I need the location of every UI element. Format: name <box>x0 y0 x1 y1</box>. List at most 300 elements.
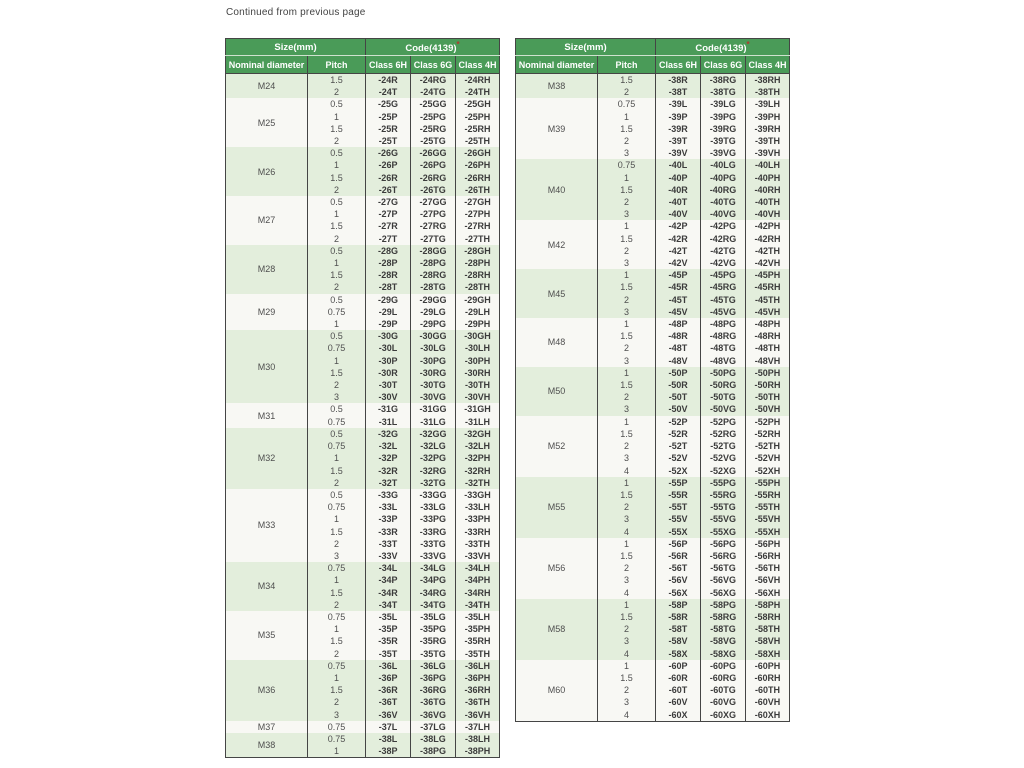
code-4h-cell: -32RH <box>456 465 500 477</box>
code-6h-cell: -56T <box>656 562 701 574</box>
code-4h-cell: -32LH <box>456 440 500 452</box>
code-4h-cell: -60VH <box>746 696 790 708</box>
code-6g-cell: -40PG <box>701 172 746 184</box>
code-4h-cell: -34PH <box>456 574 500 586</box>
code-6h-cell: -30R <box>366 367 411 379</box>
pitch-cell: 1.5 <box>308 269 366 281</box>
code-4h-cell: -33RH <box>456 526 500 538</box>
pitch-cell: 1 <box>308 111 366 123</box>
code-6g-cell: -32RG <box>411 465 456 477</box>
code-4h-cell: -31GH <box>456 403 500 415</box>
code-4h-cell: -39TH <box>746 135 790 147</box>
code-6g-cell: -36RG <box>411 684 456 696</box>
code-4h-cell: -28GH <box>456 245 500 257</box>
pitch-cell: 0.75 <box>308 611 366 623</box>
pitch-cell: 1 <box>598 220 656 232</box>
code-header: Code(4139)* <box>366 39 500 56</box>
code-6h-cell: -25R <box>366 123 411 135</box>
code-4h-cell: -56RH <box>746 550 790 562</box>
code-4h-cell: -55XH <box>746 526 790 538</box>
tables-container <box>225 38 790 758</box>
table-row <box>516 660 790 672</box>
code-4h-cell: -35LH <box>456 611 500 623</box>
code-6h-cell: -58P <box>656 599 701 611</box>
pitch-cell: 0.75 <box>598 98 656 110</box>
pitch-cell: 1.5 <box>598 123 656 135</box>
code-6g-cell: -30GG <box>411 330 456 342</box>
code-6g-cell: -32LG <box>411 440 456 452</box>
code-6h-cell: -30V <box>366 391 411 403</box>
header-group-row <box>516 39 790 56</box>
pitch-cell: 3 <box>598 208 656 220</box>
pitch-cell: 1 <box>598 318 656 330</box>
pitch-cell: 2 <box>598 501 656 513</box>
code-6g-cell: -60PG <box>701 660 746 672</box>
code-6h-cell: -32L <box>366 440 411 452</box>
code-4h-cell: -60PH <box>746 660 790 672</box>
code-6h-cell: -40V <box>656 208 701 220</box>
code-6h-cell: -26G <box>366 147 411 159</box>
code-6h-cell: -27R <box>366 220 411 232</box>
diameter-cell: M35 <box>226 611 308 660</box>
code-6h-cell: -56X <box>656 587 701 599</box>
code-4h-cell: -42PH <box>746 220 790 232</box>
code-6g-cell: -45TG <box>701 294 746 306</box>
code-6h-cell: -58R <box>656 611 701 623</box>
pitch-cell: 0.75 <box>308 562 366 574</box>
diameter-cell: M42 <box>516 220 598 269</box>
code-6g-cell: -56VG <box>701 574 746 586</box>
pitch-cell: 2 <box>308 86 366 98</box>
code-4h-cell: -56PH <box>746 538 790 550</box>
code-6g-cell: -48PG <box>701 318 746 330</box>
code-6h-cell: -25G <box>366 98 411 110</box>
col-class-6g: Class 6G <box>411 56 456 74</box>
diameter-cell: M24 <box>226 74 308 99</box>
code-4h-cell: -25PH <box>456 111 500 123</box>
code-6g-cell: -50RG <box>701 379 746 391</box>
pitch-cell: 0.5 <box>308 294 366 306</box>
pitch-cell: 1 <box>598 538 656 550</box>
code-4h-cell: -28TH <box>456 281 500 293</box>
pitch-cell: 2 <box>598 391 656 403</box>
code-6h-cell: -24R <box>366 74 411 87</box>
code-6g-cell: -25RG <box>411 123 456 135</box>
code-6h-cell: -39R <box>656 123 701 135</box>
code-6h-cell: -45T <box>656 294 701 306</box>
table-row <box>226 98 500 110</box>
code-6h-cell: -25T <box>366 135 411 147</box>
pitch-cell: 1.5 <box>308 123 366 135</box>
pitch-cell: 3 <box>598 257 656 269</box>
pitch-cell: 0.75 <box>308 501 366 513</box>
code-6g-cell: -60XG <box>701 709 746 722</box>
diameter-cell: M38 <box>516 74 598 99</box>
table-row <box>226 611 500 623</box>
code-6h-cell: -42V <box>656 257 701 269</box>
code-6g-cell: -52VG <box>701 452 746 464</box>
code-4h-cell: -30GH <box>456 330 500 342</box>
code-6g-cell: -40RG <box>701 184 746 196</box>
code-6g-cell: -50VG <box>701 403 746 415</box>
code-6g-cell: -27RG <box>411 220 456 232</box>
code-6g-cell: -55XG <box>701 526 746 538</box>
code-6h-cell: -48R <box>656 330 701 342</box>
table-row <box>516 538 790 550</box>
code-6g-cell: -36PG <box>411 672 456 684</box>
code-6g-cell: -60VG <box>701 696 746 708</box>
code-6g-cell: -33LG <box>411 501 456 513</box>
size-header: Size(mm) <box>226 39 366 56</box>
code-header: Code(4139)* <box>656 39 790 56</box>
code-4h-cell: -25RH <box>456 123 500 135</box>
pitch-cell: 1 <box>598 599 656 611</box>
table-row <box>516 74 790 87</box>
code-4h-cell: -38TH <box>746 86 790 98</box>
code-6g-cell: -40VG <box>701 208 746 220</box>
pitch-cell: 0.5 <box>308 245 366 257</box>
code-4h-cell: -42TH <box>746 245 790 257</box>
code-6h-cell: -26R <box>366 172 411 184</box>
code-4h-cell: -30LH <box>456 342 500 354</box>
code-6h-cell: -38R <box>656 74 701 87</box>
code-4h-cell: -38LH <box>456 733 500 745</box>
code-6g-cell: -25PG <box>411 111 456 123</box>
code-6h-cell: -40P <box>656 172 701 184</box>
code-4h-cell: -50VH <box>746 403 790 415</box>
code-6h-cell: -52T <box>656 440 701 452</box>
table-row <box>516 98 790 110</box>
table-row <box>226 74 500 87</box>
pitch-cell: 2 <box>308 477 366 489</box>
table-row <box>516 599 790 611</box>
code-6g-cell: -34TG <box>411 599 456 611</box>
code-6h-cell: -52X <box>656 465 701 477</box>
pitch-cell: 2 <box>598 684 656 696</box>
table-row <box>226 294 500 306</box>
code-6h-cell: -28P <box>366 257 411 269</box>
code-6h-cell: -33L <box>366 501 411 513</box>
code-6g-cell: -52TG <box>701 440 746 452</box>
pitch-cell: 3 <box>598 147 656 159</box>
code-6h-cell: -35L <box>366 611 411 623</box>
code-6g-cell: -25GG <box>411 98 456 110</box>
code-4h-cell: -26RH <box>456 172 500 184</box>
diameter-cell: M31 <box>226 403 308 427</box>
col-class-6h: Class 6H <box>656 56 701 74</box>
code-6h-cell: -52P <box>656 416 701 428</box>
code-6h-cell: -60T <box>656 684 701 696</box>
code-6g-cell: -24TG <box>411 86 456 98</box>
code-4h-cell: -24RH <box>456 74 500 87</box>
code-6h-cell: -29P <box>366 318 411 330</box>
pitch-cell: 2 <box>598 342 656 354</box>
code-4h-cell: -38PH <box>456 745 500 758</box>
code-6g-cell: -40TG <box>701 196 746 208</box>
code-4h-cell: -34LH <box>456 562 500 574</box>
code-6h-cell: -33R <box>366 526 411 538</box>
code-6g-cell: -33PG <box>411 513 456 525</box>
code-6g-cell: -28TG <box>411 281 456 293</box>
diameter-cell: M28 <box>226 245 308 294</box>
code-6g-cell: -33GG <box>411 489 456 501</box>
code-6g-cell: -36LG <box>411 660 456 672</box>
pitch-cell: 2 <box>598 623 656 635</box>
code-6h-cell: -50T <box>656 391 701 403</box>
code-4h-cell: -26TH <box>456 184 500 196</box>
code-6g-cell: -27TG <box>411 233 456 245</box>
pitch-cell: 1.5 <box>308 587 366 599</box>
pitch-cell: 2 <box>598 196 656 208</box>
diameter-cell: M32 <box>226 428 308 489</box>
code-6h-cell: -39L <box>656 98 701 110</box>
table-row <box>226 196 500 208</box>
code-4h-cell: -30TH <box>456 379 500 391</box>
code-4h-cell: -56VH <box>746 574 790 586</box>
code-4h-cell: -24TH <box>456 86 500 98</box>
code-6h-cell: -33P <box>366 513 411 525</box>
pitch-cell: 1 <box>598 269 656 281</box>
code-6h-cell: -36V <box>366 709 411 721</box>
code-6h-cell: -56V <box>656 574 701 586</box>
code-6h-cell: -58V <box>656 635 701 647</box>
code-6h-cell: -32R <box>366 465 411 477</box>
code-6h-cell: -27G <box>366 196 411 208</box>
pitch-cell: 0.75 <box>308 721 366 733</box>
code-6g-cell: -58PG <box>701 599 746 611</box>
diameter-cell: M30 <box>226 330 308 403</box>
code-6g-cell: -26RG <box>411 172 456 184</box>
pitch-cell: 4 <box>598 526 656 538</box>
pitch-cell: 1 <box>308 208 366 220</box>
code-6g-cell: -48RG <box>701 330 746 342</box>
code-6g-cell: -33TG <box>411 538 456 550</box>
thread-code-table-left <box>225 38 500 758</box>
code-6g-cell: -30RG <box>411 367 456 379</box>
pitch-cell: 1 <box>598 660 656 672</box>
code-4h-cell: -52RH <box>746 428 790 440</box>
table-row <box>226 562 500 574</box>
code-4h-cell: -40VH <box>746 208 790 220</box>
code-6g-cell: -34PG <box>411 574 456 586</box>
pitch-cell: 2 <box>598 562 656 574</box>
diameter-cell: M34 <box>226 562 308 611</box>
code-4h-cell: -55TH <box>746 501 790 513</box>
table-row <box>226 660 500 672</box>
code-4h-cell: -31LH <box>456 416 500 428</box>
code-4h-cell: -52PH <box>746 416 790 428</box>
code-4h-cell: -58VH <box>746 635 790 647</box>
code-4h-cell: -45VH <box>746 306 790 318</box>
code-6h-cell: -32P <box>366 452 411 464</box>
code-6g-cell: -60RG <box>701 672 746 684</box>
diameter-cell: M33 <box>226 489 308 562</box>
code-6h-cell: -48P <box>656 318 701 330</box>
code-4h-cell: -58XH <box>746 648 790 660</box>
code-6g-cell: -35PG <box>411 623 456 635</box>
pitch-cell: 3 <box>308 709 366 721</box>
code-4h-cell: -25GH <box>456 98 500 110</box>
code-6g-cell: -26GG <box>411 147 456 159</box>
code-6g-cell: -28GG <box>411 245 456 257</box>
pitch-cell: 2 <box>598 86 656 98</box>
diameter-cell: M29 <box>226 294 308 331</box>
pitch-cell: 1.5 <box>598 611 656 623</box>
code-6h-cell: -50V <box>656 403 701 415</box>
code-4h-cell: -39PH <box>746 111 790 123</box>
code-6h-cell: -42P <box>656 220 701 232</box>
code-6h-cell: -45V <box>656 306 701 318</box>
code-6g-cell: -52PG <box>701 416 746 428</box>
code-4h-cell: -48VH <box>746 355 790 367</box>
code-6h-cell: -42R <box>656 233 701 245</box>
code-4h-cell: -48TH <box>746 342 790 354</box>
code-4h-cell: -27PH <box>456 208 500 220</box>
code-4h-cell: -55VH <box>746 513 790 525</box>
code-6g-cell: -42VG <box>701 257 746 269</box>
code-4h-cell: -45RH <box>746 281 790 293</box>
code-6h-cell: -26P <box>366 159 411 171</box>
code-4h-cell: -32TH <box>456 477 500 489</box>
code-4h-cell: -33PH <box>456 513 500 525</box>
code-6g-cell: -30VG <box>411 391 456 403</box>
pitch-cell: 1.5 <box>598 672 656 684</box>
diameter-cell: M60 <box>516 660 598 722</box>
code-6h-cell: -48T <box>656 342 701 354</box>
pitch-cell: 1.5 <box>308 220 366 232</box>
code-4h-cell: -40RH <box>746 184 790 196</box>
code-6g-cell: -45VG <box>701 306 746 318</box>
code-6g-cell: -55PG <box>701 477 746 489</box>
code-4h-cell: -36RH <box>456 684 500 696</box>
pitch-cell: 0.5 <box>308 489 366 501</box>
code-6g-cell: -37LG <box>411 721 456 733</box>
col-pitch: Pitch <box>308 56 366 74</box>
code-6h-cell: -34L <box>366 562 411 574</box>
pitch-cell: 0.75 <box>308 416 366 428</box>
diameter-cell: M55 <box>516 477 598 538</box>
code-6g-cell: -29PG <box>411 318 456 330</box>
code-6g-cell: -58TG <box>701 623 746 635</box>
diameter-cell: M45 <box>516 269 598 318</box>
pitch-cell: 0.5 <box>308 98 366 110</box>
table-row <box>226 733 500 745</box>
code-4h-cell: -40PH <box>746 172 790 184</box>
col-class-4h: Class 4H <box>456 56 500 74</box>
code-6h-cell: -36P <box>366 672 411 684</box>
code-6g-cell: -32GG <box>411 428 456 440</box>
table-row <box>516 416 790 428</box>
pitch-cell: 1 <box>308 513 366 525</box>
code-6g-cell: -42RG <box>701 233 746 245</box>
diameter-cell: M27 <box>226 196 308 245</box>
code-4h-cell: -30PH <box>456 355 500 367</box>
code-4h-cell: -45PH <box>746 269 790 281</box>
code-4h-cell: -32GH <box>456 428 500 440</box>
code-4h-cell: -36PH <box>456 672 500 684</box>
col-nominal-diameter: Nominal diameter <box>226 56 308 74</box>
code-4h-cell: -29LH <box>456 306 500 318</box>
code-6h-cell: -29L <box>366 306 411 318</box>
code-6g-cell: -60TG <box>701 684 746 696</box>
code-6g-cell: -39PG <box>701 111 746 123</box>
table-row <box>516 318 790 330</box>
code-4h-cell: -33VH <box>456 550 500 562</box>
code-6g-cell: -29LG <box>411 306 456 318</box>
pitch-cell: 0.75 <box>598 159 656 171</box>
diameter-cell: M25 <box>226 98 308 147</box>
code-6h-cell: -60P <box>656 660 701 672</box>
code-4h-cell: -60RH <box>746 672 790 684</box>
code-4h-cell: -27TH <box>456 233 500 245</box>
pitch-cell: 1.5 <box>598 550 656 562</box>
diameter-cell: M52 <box>516 416 598 477</box>
code-4h-cell: -29PH <box>456 318 500 330</box>
pitch-cell: 1 <box>308 452 366 464</box>
code-4h-cell: -28RH <box>456 269 500 281</box>
code-4h-cell: -60TH <box>746 684 790 696</box>
code-6h-cell: -30T <box>366 379 411 391</box>
pitch-cell: 3 <box>598 403 656 415</box>
code-6g-cell: -52RG <box>701 428 746 440</box>
code-6h-cell: -34T <box>366 599 411 611</box>
code-6g-cell: -42PG <box>701 220 746 232</box>
code-6h-cell: -38L <box>366 733 411 745</box>
col-class-4h: Class 4H <box>746 56 790 74</box>
pitch-cell: 3 <box>598 635 656 647</box>
pitch-cell: 1.5 <box>598 489 656 501</box>
pitch-cell: 1 <box>598 172 656 184</box>
pitch-cell: 0.75 <box>308 660 366 672</box>
code-4h-cell: -36TH <box>456 696 500 708</box>
code-6g-cell: -24RG <box>411 74 456 87</box>
pitch-cell: 2 <box>308 599 366 611</box>
code-6h-cell: -36T <box>366 696 411 708</box>
code-6g-cell: -33RG <box>411 526 456 538</box>
table-row <box>226 721 500 733</box>
code-6h-cell: -52R <box>656 428 701 440</box>
pitch-cell: 0.5 <box>308 330 366 342</box>
continued-note: Continued from previous page <box>226 7 366 18</box>
code-4h-cell: -40TH <box>746 196 790 208</box>
table-row <box>516 159 790 171</box>
code-6h-cell: -28T <box>366 281 411 293</box>
code-6g-cell: -39TG <box>701 135 746 147</box>
code-6g-cell: -27GG <box>411 196 456 208</box>
pitch-cell: 1 <box>598 367 656 379</box>
code-4h-cell: -34RH <box>456 587 500 599</box>
code-4h-cell: -56TH <box>746 562 790 574</box>
code-6g-cell: -35RG <box>411 635 456 647</box>
code-6h-cell: -39P <box>656 111 701 123</box>
code-4h-cell: -55PH <box>746 477 790 489</box>
code-6h-cell: -40L <box>656 159 701 171</box>
diameter-cell: M26 <box>226 147 308 196</box>
code-6h-cell: -56P <box>656 538 701 550</box>
code-6h-cell: -30L <box>366 342 411 354</box>
code-6g-cell: -33VG <box>411 550 456 562</box>
code-6g-cell: -58RG <box>701 611 746 623</box>
table-row <box>516 269 790 281</box>
header-columns-row <box>226 56 500 74</box>
code-6g-cell: -32PG <box>411 452 456 464</box>
pitch-cell: 3 <box>598 696 656 708</box>
pitch-cell: 0.75 <box>308 342 366 354</box>
diameter-cell: M38 <box>226 733 308 758</box>
table-row <box>226 245 500 257</box>
pitch-cell: 2 <box>308 233 366 245</box>
code-6g-cell: -39VG <box>701 147 746 159</box>
